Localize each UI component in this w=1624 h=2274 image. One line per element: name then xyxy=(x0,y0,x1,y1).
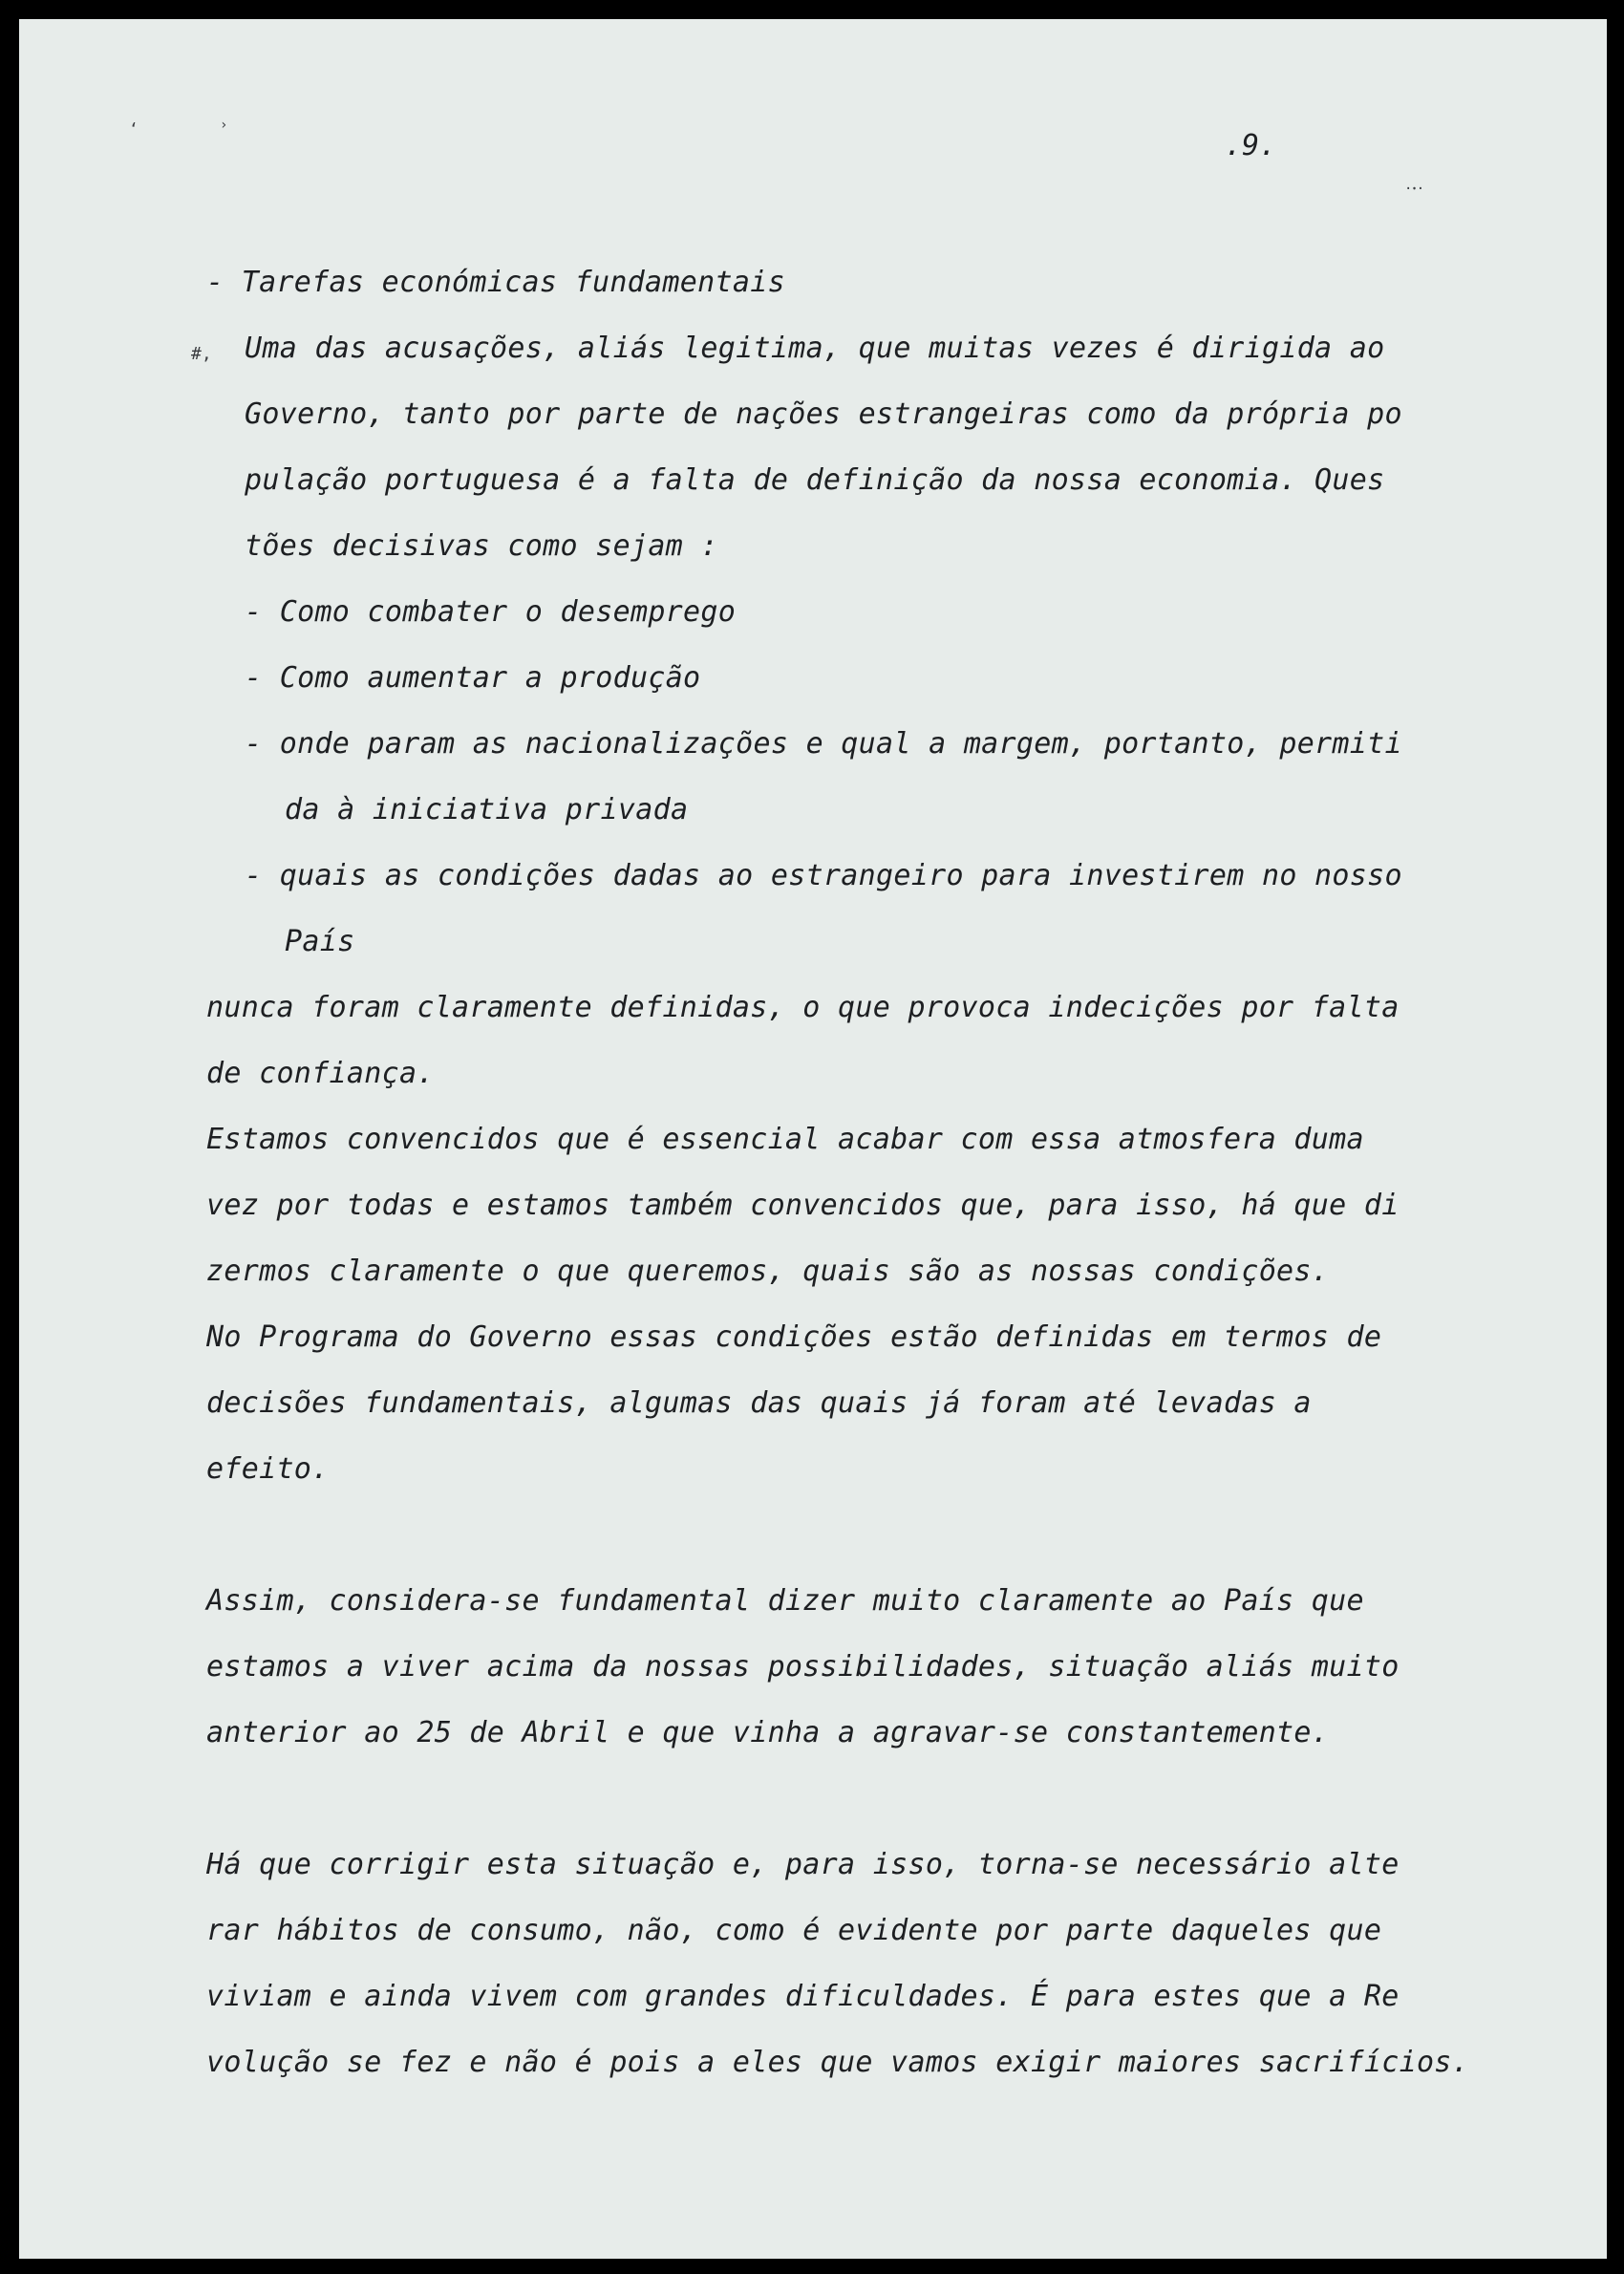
text-line: decisões fundamentais, algumas das quais já foram até levadas a xyxy=(206,1386,1312,1420)
margin-mark-top-right: ·ꞏ· xyxy=(1404,182,1425,197)
text-line: estamos a viver acima da nossas possibilidades, situação aliás muito xyxy=(206,1650,1400,1684)
text-line: nunca foram claramente definidas, o que provoca indecições por falta xyxy=(206,991,1400,1024)
text-line: efeito. xyxy=(206,1452,330,1486)
text-line: Há que corrigir esta situação e, para isso, torna-se necessário alte xyxy=(206,1848,1400,1881)
text-line: No Programa do Governo essas condições estão definidas em termos de xyxy=(206,1320,1382,1354)
margin-mark-left: #, xyxy=(191,344,212,364)
text-line: rar hábitos de consumo, não, como é evidente por parte daqueles que xyxy=(206,1914,1382,1947)
text-line: Uma das acusações, aliás legitima, que muitas vezes é dirigida ao xyxy=(245,332,1385,365)
margin-mark-top-left: ‘ xyxy=(129,119,139,138)
text-line: Assim, considera-se fundamental dizer muito claramente ao País que xyxy=(206,1584,1364,1618)
document-page xyxy=(19,19,1607,2259)
list-item: - Como combater o desemprego xyxy=(245,595,737,629)
text-line: anterior ao 25 de Abril e que vinha a agravar-se constantemente. xyxy=(206,1716,1330,1749)
text-line: viviam e ainda vivem com grandes dificuldades. É para estes que a Re xyxy=(206,1980,1400,2013)
list-item-continuation: da à iniciativa privada xyxy=(285,793,689,826)
text-line: Estamos convencidos que é essencial acabar com essa atmosfera duma xyxy=(206,1123,1364,1156)
text-line: volução se fez e não é pois a eles que vamos exigir maiores sacrifícios. xyxy=(206,2046,1470,2079)
text-line: de confiança. xyxy=(206,1057,435,1090)
list-item-continuation: País xyxy=(285,925,355,958)
text-line: Governo, tanto por parte de nações estrangeiras como da própria po xyxy=(245,397,1402,431)
text-line: tões decisivas como sejam : xyxy=(245,529,718,563)
section-heading: - Tarefas económicas fundamentais xyxy=(206,266,785,299)
list-item: - onde param as nacionalizações e qual a margem, portanto, permiti xyxy=(245,727,1402,761)
page-number: .9. xyxy=(1225,129,1277,162)
text-line: pulação portuguesa é a falta de definição da nossa economia. Ques xyxy=(245,463,1385,497)
text-line: zermos claramente o que queremos, quais são as nossas condições. xyxy=(206,1255,1330,1288)
list-item: - quais as condições dadas ao estrangeiro para investirem no nosso xyxy=(245,859,1402,892)
list-item: - Como aumentar a produção xyxy=(245,661,701,695)
margin-mark-top: › xyxy=(220,118,228,133)
text-line: vez por todas e estamos também convencidos que, para isso, há que di xyxy=(206,1189,1400,1222)
